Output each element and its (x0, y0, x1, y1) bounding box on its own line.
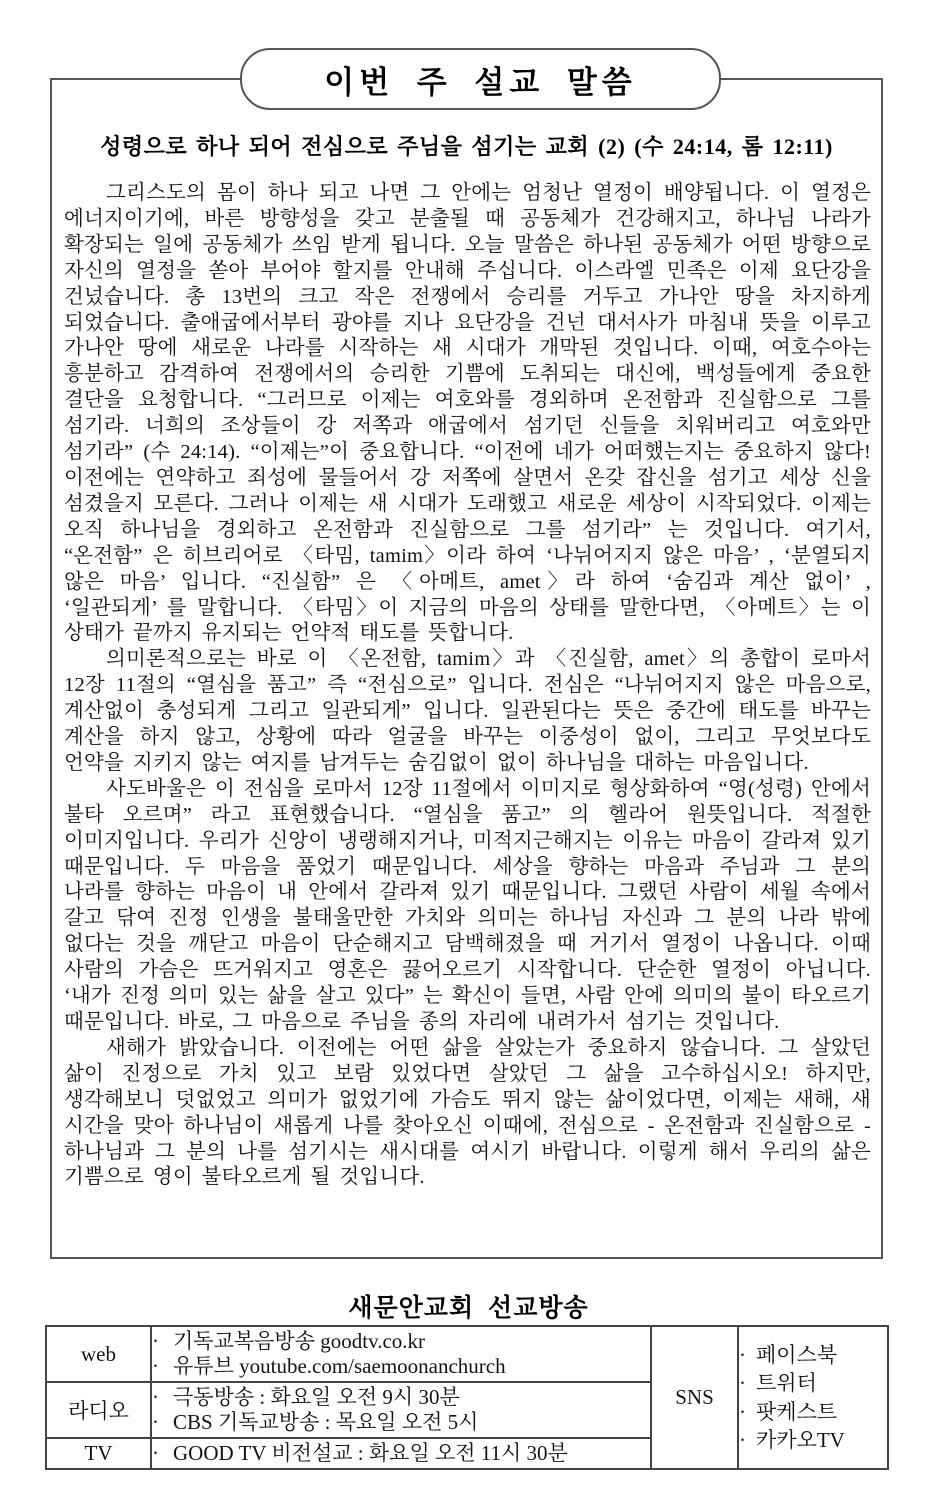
sns-item-text: 팟케스트 (756, 1399, 838, 1424)
broadcast-table (45, 1325, 889, 1470)
sns-item-text: 트위터 (756, 1371, 817, 1395)
sns-item (739, 1398, 887, 1427)
sns-item (739, 1341, 887, 1370)
sermon-paragraph: 사도바울은 이 전심을 로마서 12장 11절에서 이미지로 형상화하여 “영(성령) 안에서 불타 오르며” 라고 표현했습니다. “열심을 품고” 의 헬라어 원뜻입니다. 적절한 이미지입니다. 우리가 신앙이 냉랭해지거나, 미적지근해지는 이유는 마음이 갈라져 있기 때문입니다. 두 마음을 품었기 때문입니다. 세상을 향하는 마음과 주님과 그 분의 나라를 향하는 마음이 내 안에서 갈라져 있기 때문입니다. 그랬던 사람이 세월 속에서 갈고 닦여 진정 인생을 불태울만한 가치와 의미는 하나님 자신과 그 분의 나라 밖에 없다는 것을 깨닫고 마음이 단순해지고 담백해졌을 때 거기서 열정이 나옵니다. 이때 사람의 가슴은 뜨거워지고 영혼은 끓어오르기 시작합니다. 단순한 열정이 아닙니다. ‘내가 진정 의미 있는 삶을 살고 있다” 는 확신이 들면, 사람 안에 의미의 불이 타오르기 때문입니다. 바로, 그 마음으로 주님을 종의 자리에 내려가서 섬기는 것입니다. (64, 777, 871, 1033)
broadcast-item-text: GOOD TV 비전설교 : 화요일 오전 11시 30분 (173, 1441, 568, 1465)
bullet-dot: · (739, 1428, 746, 1452)
bullet-dot: · (152, 1354, 159, 1378)
broadcast-item (152, 1385, 650, 1410)
sns-item-text: 카카오TV (756, 1428, 845, 1452)
broadcast-heading: 새문안교회 선교방송 (348, 1294, 589, 1322)
bullet-dot: · (739, 1371, 746, 1395)
row-label-tv: TV (46, 1438, 151, 1469)
sermon-title: 성령으로 하나 되어 전심으로 주님을 섬기는 교회 (2) (수 24:14, 롬 12:11) (100, 134, 833, 159)
bullet-dot: · (739, 1342, 746, 1367)
page-title: 이번 주 설교 말씀 (240, 48, 721, 110)
broadcast-item (152, 1329, 650, 1354)
sermon-body (52, 181, 881, 1191)
broadcast-item (152, 1354, 650, 1379)
broadcast-item-text: 극동방송 : 화요일 오전 9시 30분 (173, 1385, 460, 1409)
broadcast-item-text: CBS 기독교방송 : 목요일 오전 5시 (173, 1410, 479, 1434)
sermon-paragraph: 의미론적으로는 바로 이 〈온전함, tamim〉과 〈진실함, amet〉의 총합이 로마서 12장 11절의 “열심을 품고” 즉 “전심으로” 입니다. 전심은 “나뉘어지지 않은 마음으로, 계산없이 충성되게 그리고 일관되게” 입니다. 일관된다는 뜻은 중간에 태도를 바꾸는 계산을 하지 않고, 상황에 따라 얼굴을 바꾸는 이중성이 없이, 그리고 무엇보다도 언약을 지키지 않는 여지를 남겨두는 숨김없이 없이 하나님을 대하는 마음입니다. (64, 648, 871, 774)
sns-item-text: 페이스북 (756, 1342, 838, 1367)
broadcast-item (152, 1410, 650, 1435)
sns-label: SNS (651, 1326, 738, 1469)
broadcast-item-text: 유튜브 youtube.com/saemoonanchurch (173, 1354, 506, 1378)
sermon-box (50, 78, 883, 1259)
row-detail-radio (151, 1382, 651, 1438)
row-detail-web (151, 1326, 651, 1382)
bullet-dot: · (152, 1441, 159, 1465)
row-label-web: web (46, 1326, 151, 1382)
sns-item (739, 1426, 887, 1455)
sns-list (738, 1326, 888, 1469)
bullet-dot: · (152, 1329, 159, 1353)
row-label-radio: 라디오 (46, 1382, 151, 1438)
sermon-paragraph: 그리스도의 몸이 하나 되고 나면 그 안에는 엄청난 열정이 배양됩니다. 이 열정은 에너지이기에, 바른 방향성을 갖고 분출될 때 공동체가 건강해지고, 하나님 나라가 확장되는 일에 공동체가 쓰임 받게 됩니다. 오늘 말씀은 하나된 공동체가 어떤 방향으로 자신의 열정을 쏟아 부어야 할지를 안내해 주십니다. 이스라엘 민족은 이제 요단강을 건넜습니다. 총 13번의 크고 작은 전쟁에서 승리를 거두고 가나안 땅을 차지하게 되었습니다. 출애굽에서부터 광야를 지나 요단강을 건넌 대서사가 마침내 뜻을 이루고 가나안 땅에 새로운 나라를 시작하는 새 시대가 개막된 것입니다. 이때, 여호수아는 흥분하고 감격하여 전쟁에서의 승리한 기쁨에 도취되는 대신에, 백성들에게 중요한 결단을 요청합니다. “그러므로 이제는 여호와를 경외하며 온전함과 진실함으로 그를 섬기라. 너희의 조상들이 강 저쪽과 애굽에서 섬기던 신들을 치워버리고 여호와만 섬기라” (수 24:14). “이제는”이 중요합니다. “이전에 네가 어떠했는지는 중요하지 않다! 이전에는 연약하고 죄성에 물들어서 강 저쪽에 살면서 온갖 잡신을 섬기고 세상 신을 섬겼을지 모른다. 그러나 이제는 새 시대가 도래했고 새로운 세상이 시작되었다. 이제는 오직 하나님을 경외하고 온전함과 진실함으로 그를 섬기라” 는 것입니다. 여기서, “온전함” 은 히브리어로 〈타밈, tamim〉이라 하여 ‘나뉘어지지 않은 마음’ , ‘분열되지 않은 마음’ 입니다. “진실함” 은 〈아메트, amet〉라 하여 ‘숨김과 계산 없이’ , ‘일관되게’ 를 말합니다. 〈타밈〉이 지금의 마음의 상태를 말한다면, 〈아메트〉는 이 상태가 끝까지 유지되는 언약적 태도를 뜻합니다. (64, 182, 871, 645)
row-detail-tv (151, 1438, 651, 1469)
sermon-paragraph: 새해가 밝았습니다. 이전에는 어떤 삶을 살았는가 중요하지 않습니다. 그 살았던 삶이 진정으로 가치 있고 보람 있었다면 살았던 그 삶을 고수하십시오! 하지만, 생각해보니 덧없었고 의미가 없었기에 가슴도 뛰지 않는 삶이었다면, 이제는 새해, 새 시간을 맞아 하나님이 새롭게 나를 찾아오신 이때에, 전심으로 - 온전함과 진실함으로 - 하나님과 그 분의 나를 섬기시는 새시대를 여시기 바랍니다. 이렇게 해서 우리의 삶은 기쁨으로 영이 불타오르게 될 것입니다. (64, 1036, 871, 1189)
bullet-dot: · (739, 1399, 746, 1424)
bullet-dot: · (152, 1410, 159, 1434)
sns-item (739, 1369, 887, 1398)
bullet-dot: · (152, 1385, 159, 1409)
broadcast-item-text: 기독교복음방송 goodtv.co.kr (173, 1329, 426, 1353)
broadcast-item (152, 1441, 650, 1466)
table-row-web (46, 1326, 888, 1382)
